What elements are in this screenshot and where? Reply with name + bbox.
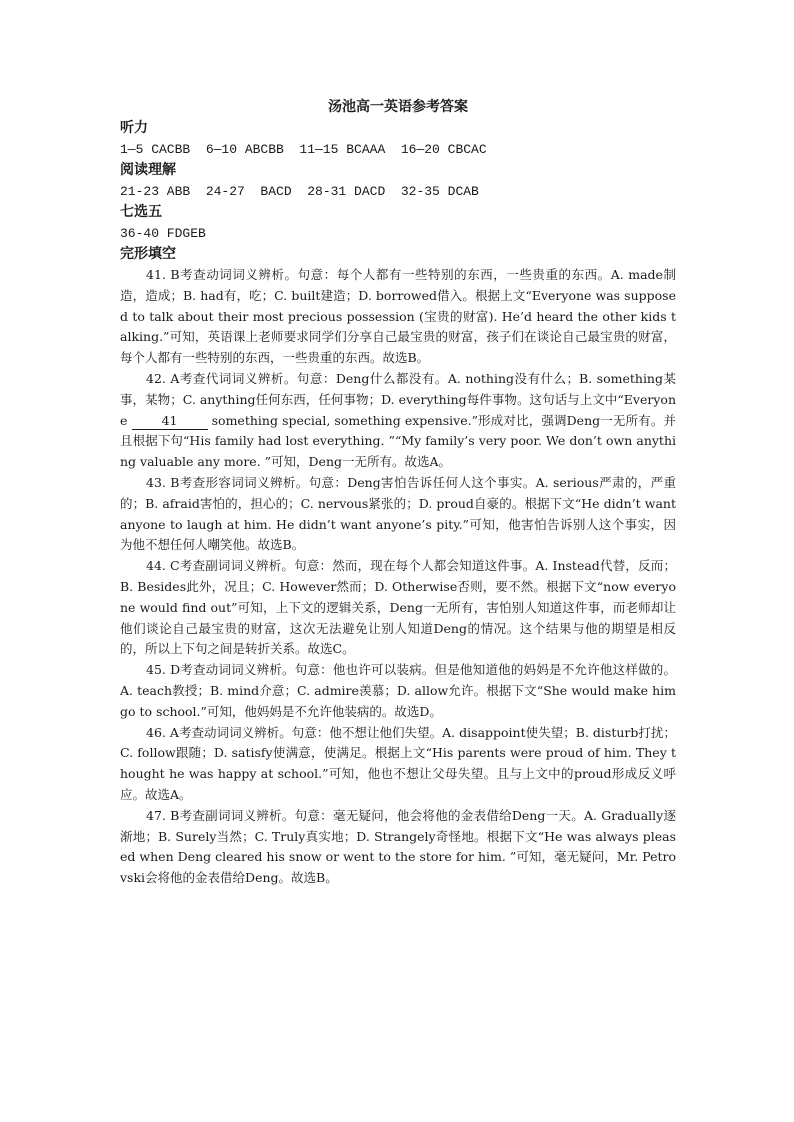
section-heading-seven-choose-five: 七选五 [120, 204, 162, 220]
cloze-explanation-41: 41. B考查动词词义辨析。句意：每个人都有一些特别的东西，一些贵重的东西。A. made制造，造成；B. had有，吃；C. built建造；D. borrowed借入。根据上文“Everyone was supposed to talk about their most precious possession (宝贵的财富). He’d heard the other kids talking.”可知，英语课上老师要求同学们分享自己最宝贵的财富，孩子们在谈论自己最宝贵的财富，每个人都有一些特别的东西，一些贵重的东西。故选B。 [120, 267, 676, 366]
section-heading-cloze: 完形填空 [120, 246, 176, 262]
cloze-explanation-43: 43. B考查形容词词义辨析。句意：Deng害怕告诉任何人这个事实。A. serious严肃的，严重的；B. afraid害怕的，担心的；C. nervous紧张的；D. proud自豪的。根据下文“He didn’t want anyone to laugh at him. He didn’t want anyone’s pity.”可知，他害怕告诉别人这个事实，因为他不想任何人嘲笑他。故选B。 [120, 474, 676, 553]
cloze-explanation-47: 47. B考查副词词义辨析。句意：毫无疑问，他会将他的金表借给Deng一天。A. Gradually逐渐地；B. Surely当然；C. Truly真实地；D. Strangely奇怪地。根据下文“He was always pleased when Deng cleared his snow or went to the store for him. ”可知，毫无疑问，Mr. Petrovski会将他的金表借给Deng。故选B。 [120, 807, 676, 886]
section-heading-reading: 阅读理解 [120, 162, 176, 178]
answer-key-page [120, 96, 676, 889]
cloze-explanation-42-part2: something special, something expensive.”形成对比，强调Deng一无所有。并且根据下句“His family had lost everything. ”“My family’s very poor. We don’t own anything valuable any more. ”可知，Deng一无所有。故选A。 [120, 412, 676, 470]
cloze-explanation-44: 44. C考查副词词义辨析。句意：然而，现在每个人都会知道这件事。A. Instead代替，反而；B. Besides此外，况且；C. However然而；D. Otherwise否则，要不然。根据下文“now everyone would find out”可知，上下文的逻辑关系，Deng一无所有，害怕别人知道这件事，而老师却让他们谈论自己最宝贵的财富，这次无法避免让别人知道Deng的情况。这个结果与他的期望是相反的，所以上下句之间是转折关系。故选C。 [120, 558, 676, 657]
cloze-explanation-46: 46. A考查动词词义辨析。句意：他不想让他们失望。A. disappoint使失望；B. disturb打扰；C. follow跟随；D. satisfy使满意，使满足。根据上文“His parents were proud of him. They thought he was happy at school.”可知，他也不想让父母失望。且与上文中的proud形成反义呼应。故选A。 [120, 724, 676, 802]
blank-41: 41 [132, 413, 208, 430]
section-heading-listening: 听力 [120, 120, 148, 136]
cloze-explanation-42-part1: 42. A考查代词词义辨析。句意：Deng什么都没有。A. nothing没有什么；B. something某事，某物；C. anything任何东西，任何事物；D. everything每件事物。这句话与上文中“Everyone [120, 370, 676, 428]
page-title: 汤池高一英语参考答案 [328, 99, 468, 115]
cloze-explanation-42 [120, 369, 676, 473]
listening-answers: 1—5 CACBB 6—10 ABCBB 11—15 BCAAA 16—20 CBCAC [120, 142, 487, 157]
reading-answers: 21-23 ABB 24-27 BACD 28-31 DACD 32-35 DCAB [120, 184, 479, 199]
cloze-explanation-45: 45. D考查动词词义辨析。句意：他也许可以装病。但是他知道他的妈妈是不允许他这样做的。A. teach教授；B. mind介意；C. admire羡慕；D. allow允许。根据下文“She would make him go to school.”可知，他妈妈是不允许他装病的。故选D。 [120, 662, 676, 719]
seven-choose-five-answers: 36-40 FDGEB [120, 226, 206, 241]
